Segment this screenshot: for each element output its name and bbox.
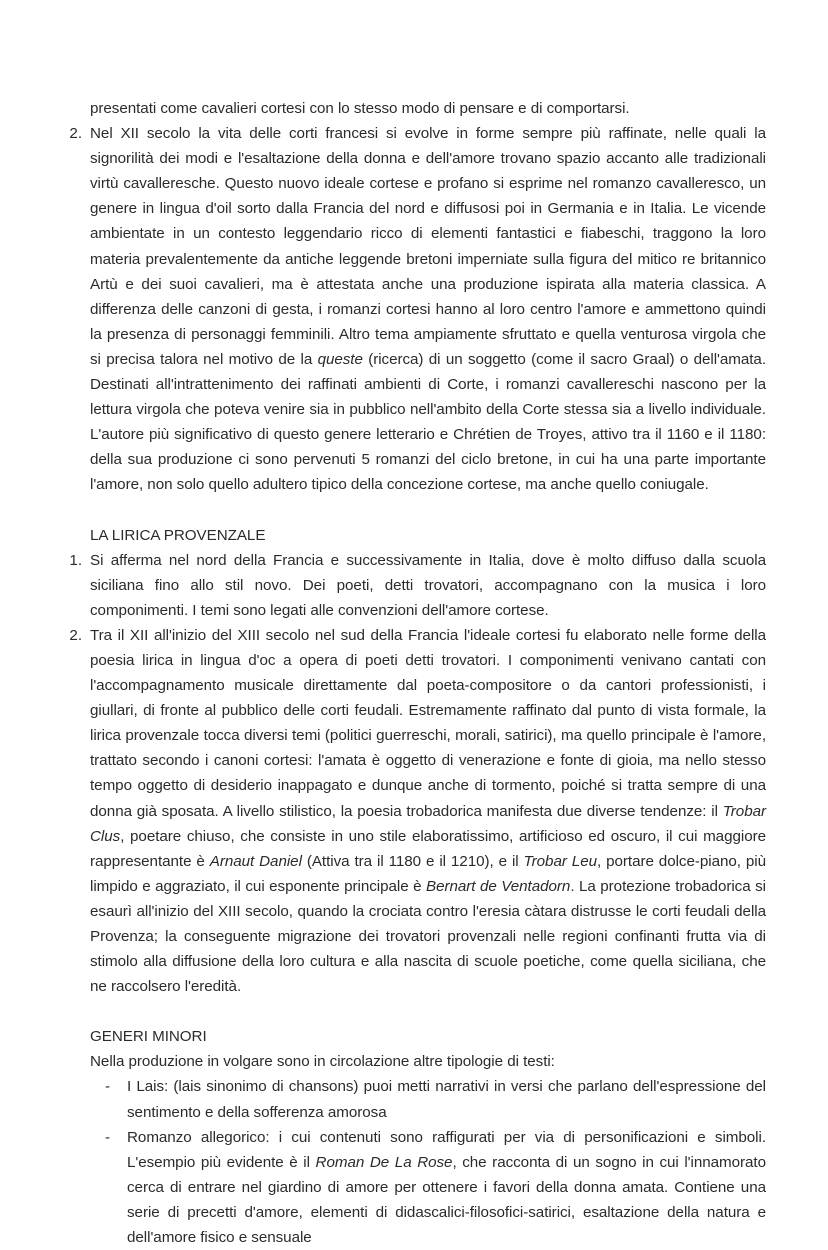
italic-run: Trobar Leu [523,852,597,870]
text-run: , poetare chiuso, che consiste in uno stile elaboratissimo, artificioso ed oscuro, il cui maggiore rappresentante è [90,827,766,870]
romanzo-cortese-list [62,121,766,497]
list-item-text [90,548,766,623]
list-item [62,121,766,497]
text-run: , che racconta di un sogno in cui l'innamorato cerca di entrare nel giardino di amore per ottenere i favori della donna amata. Contiene una serie di precetti d'amore, elementi di didascalici-filosofici-satirici, esaltazione della natura e dell'amore fisico e sensuale [127,1153,766,1247]
italic-run: Arnaut Daniel [209,852,302,870]
text-run: Tra il XII all'inizio del XIII secolo nel sud della Francia l'ideale cortesi fu elaborato nelle forme della poesia lirica in lingua d'oc a opera di poeti detti trovatori. I componimenti venivano cantati con l'accompagnamento musicale direttamente dal poeta-compositore o da cantori professionisti, i giullari, di fronte al pubblico delle corti feudali. Estremamente raffinato dal punto di vista formale, la lirica provenzale tocca diversi temi (politici guerreschi, morali, satirici), ma quello principale è l'amore, trattato secondo i canoni cortesi: l'amata è oggetto di venerazione e fonte di gioia, ma nello stesso tempo oggetto di desiderio inappagato e dunque anche di tormento, poiché si tratta sempre di una donna già sposata. A livello stilistico, la poesia trobadorica manifesta due diverse tendenze: il [90,626,766,820]
italic-run: queste [317,350,363,368]
section-spacer [62,498,766,523]
generi-minori-intro: Nella produzione in volgare sono in circolazione altre tipologie di testi: [90,1053,555,1071]
text-run: Nel XII secolo la vita delle corti francesi si evolve in forme sempre più raffinate, nelle quali la signorilità dei modi e l'esaltazione della donna e dell'amore trovano spazio accanto alle tradizionali virtù cavalleresche. Questo nuovo ideale cortese e profano si esprime nel romanzo cavalleresco, un genere in lingua d'oil sorto dalla Francia del nord e diffusosi poi in Germania e in Italia. Le vicende ambientate in un contesto leggendario ricco di elementi fantastici e fiabeschi, traggono la loro materia prevalentemente da antiche leggende bretoni imperniate sulla figura del mitico re britannico Artù e dei suoi cavalieri, ma è attestata anche una produzione ispirata alla materia classica. A differenza delle canzoni di gesta, i romanzi cortesi hanno al loro centro l'amore e ammettono quindi la presenza di personaggi femminili. Altro tema ampiamente sfruttato e quella venturosa virgola che si precisa talora nel motivo de la [90,125,766,368]
continuation-paragraph: presentati come cavalieri cortesi con lo stesso modo di pensare e di comportarsi. [90,100,630,117]
list-item-text [90,121,766,497]
lirica-provenzale-list [62,548,766,1000]
list-marker: 1. [69,551,82,569]
text-run: Si afferma nel nord della Francia e successivamente in Italia, dove è molto diffuso dalla scuola siciliana fino allo stil novo. Dei poeti, detti trovatori, accompagnano con la musica i loro componimenti. I temi sono legati alle convenzioni dell'amore cortese. [90,551,766,619]
text-run: . La protezione trobadorica si esaurì all'inizio del XIII secolo, quando la crociata contro l'eresia càtara distrusse le corti feudali della Provenza; la conseguente migrazione dei trovatori provenzali nelle regioni confinanti frutta via di stimolo alla diffusione della loro cultura e alla nascita di scuole poetiche, come quella siciliana, che ne raccolsero l'eredità. [90,877,766,996]
section-heading-generi-minori: GENERI MINORI [90,1028,207,1046]
document-body [62,96,766,1250]
text-run: Romanzo allegorico: i cui contenuti sono raffigurati per via di personificazioni e simboli. L'esempio più evidente è il [127,1128,766,1171]
italic-run: Bernart de Ventadorn [426,877,571,895]
list-item-text [90,623,766,999]
section-spacer [62,999,766,1024]
list-marker: 2. [69,626,82,644]
list-marker: - [105,1078,111,1096]
section-heading-lirica-provenzale: LA LIRICA PROVENZALE [90,526,266,544]
text-run: (ricerca) di un soggetto (come il sacro Graal) o dell'amata. Destinati all'intrattenimento dei raffinati ambienti di Corte, i romanzi cavallereschi nascono per la lettura virgola che poteva venire sia in pubblico nell'ambito della Corte stessa sia a livello individuale. L'autore più significativo di questo genere letterario e Chrétien de Troyes, attivo tra il 1160 e il 1180: della sua produzione ci sono pervenuti 5 romanzi del ciclo bretone, in cui ha una parte importante l'amore, non solo quello adultero tipico della concezione cortese, ma anche quello coniugale. [90,350,766,494]
list-marker: 2. [69,125,82,143]
list-item-text [127,1125,766,1250]
generi-minori-list [62,1074,766,1250]
italic-run: Roman De La Rose [315,1153,453,1171]
list-item [62,1074,766,1124]
italic-run: Trobar Clus [90,802,766,845]
list-marker: - [105,1128,111,1146]
text-run: (Attiva tra il 1180 e il 1210), e il [301,852,524,870]
list-item [62,1125,766,1250]
list-item [62,548,766,623]
text-run: I Lais: (lais sinonimo di chansons) puoi metti narrativi in versi che parlano dell'espressione del sentimento e della sofferenza amorosa [127,1078,766,1121]
list-item [62,623,766,999]
list-item-text [127,1074,766,1124]
text-run: , portare dolce-piano, più limpido e aggraziato, il cui esponente principale è [90,852,767,895]
